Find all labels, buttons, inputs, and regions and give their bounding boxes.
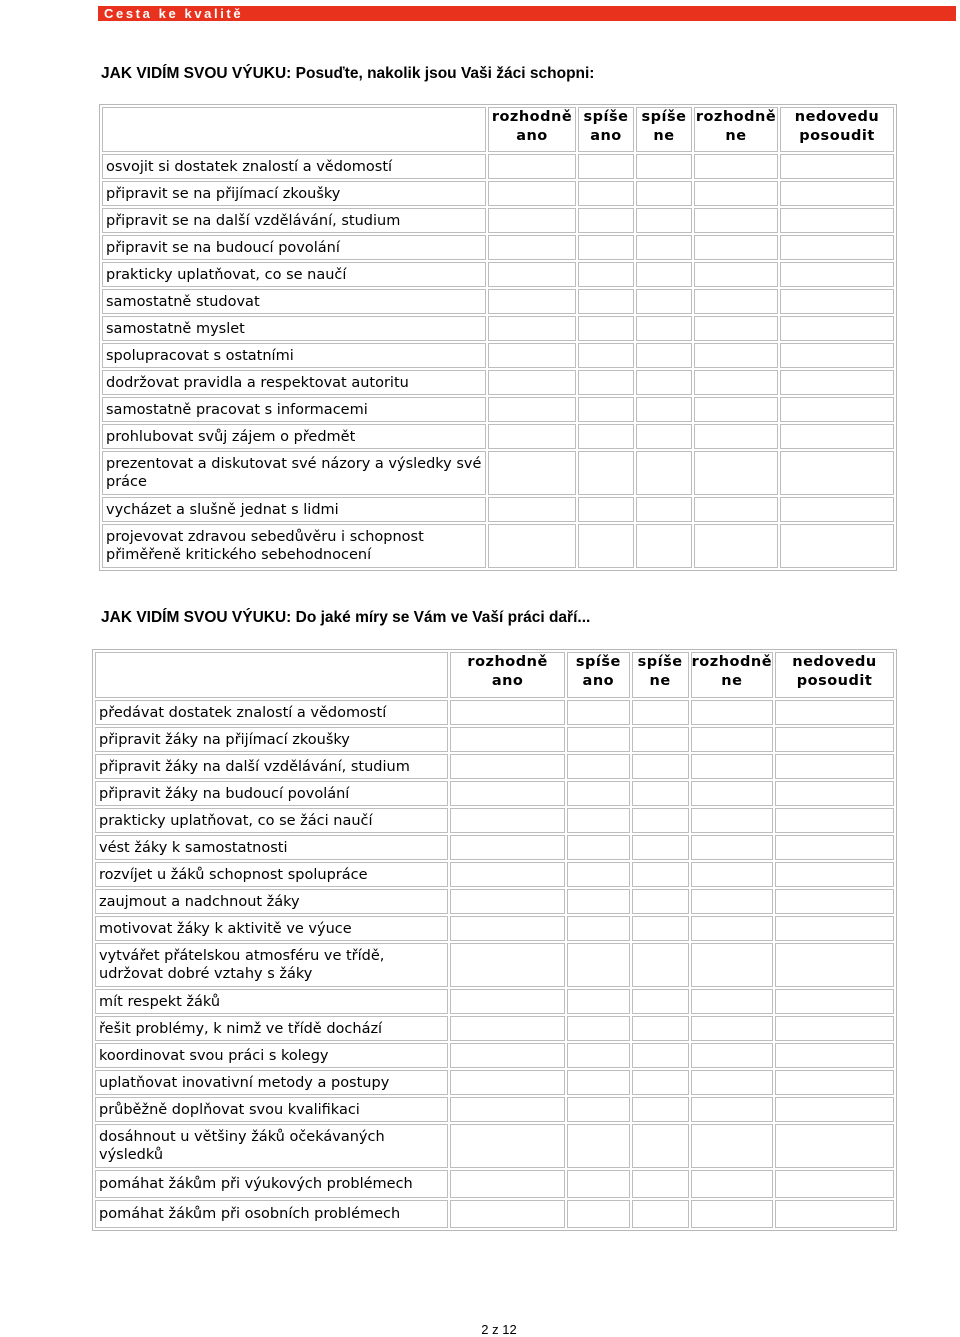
table-row <box>95 1200 894 1228</box>
answer-cell[interactable] <box>636 289 692 314</box>
answer-cell[interactable] <box>488 262 576 287</box>
answer-cell[interactable] <box>694 524 778 568</box>
answer-cell[interactable] <box>780 235 894 260</box>
answer-cell[interactable] <box>567 943 630 987</box>
answer-cell[interactable] <box>775 1016 894 1041</box>
answer-cell[interactable] <box>578 524 634 568</box>
answer-cell[interactable] <box>632 916 689 941</box>
answer-cell[interactable] <box>691 943 773 987</box>
column-header: nedovedu posoudit <box>780 107 894 152</box>
row-label: samostatně pracovat s informacemi <box>102 397 486 422</box>
answer-cell[interactable] <box>780 370 894 395</box>
answer-cell[interactable] <box>775 781 894 806</box>
answer-cell[interactable] <box>567 989 630 1014</box>
answer-cell[interactable] <box>488 497 576 522</box>
answer-cell[interactable] <box>775 754 894 779</box>
answer-cell[interactable] <box>567 808 630 833</box>
row-label: vést žáky k samostatnosti <box>95 835 448 860</box>
row-label: mít respekt žáků <box>95 989 448 1014</box>
answer-cell[interactable] <box>780 154 894 179</box>
page-number: 2 z 12 <box>481 1322 517 1337</box>
answer-cell[interactable] <box>632 781 689 806</box>
answer-cell[interactable] <box>694 235 778 260</box>
answer-cell[interactable] <box>578 289 634 314</box>
answer-cell[interactable] <box>775 1097 894 1122</box>
table-row <box>102 424 894 449</box>
header-empty-cell <box>102 107 486 152</box>
answer-cell[interactable] <box>578 316 634 341</box>
answer-cell[interactable] <box>567 889 630 914</box>
answer-cell[interactable] <box>694 262 778 287</box>
answer-cell[interactable] <box>632 1016 689 1041</box>
row-label: rozvíjet u žáků schopnost spolupráce <box>95 862 448 887</box>
answer-cell[interactable] <box>691 835 773 860</box>
answer-cell[interactable] <box>578 208 634 233</box>
answer-cell[interactable] <box>578 262 634 287</box>
answer-cell[interactable] <box>450 916 565 941</box>
answer-cell[interactable] <box>691 781 773 806</box>
answer-cell[interactable] <box>691 1170 773 1198</box>
answer-cell[interactable] <box>691 1097 773 1122</box>
table-row <box>102 370 894 395</box>
table-row <box>95 1043 894 1068</box>
answer-cell[interactable] <box>636 397 692 422</box>
answer-cell[interactable] <box>780 289 894 314</box>
table-row <box>95 727 894 752</box>
answer-cell[interactable] <box>450 1124 565 1168</box>
answer-cell[interactable] <box>691 916 773 941</box>
table-row <box>95 943 894 987</box>
table-row <box>102 181 894 206</box>
column-header: spíše ano <box>567 652 630 698</box>
answer-cell[interactable] <box>780 497 894 522</box>
table-row <box>95 1170 894 1198</box>
row-label: osvojit si dostatek znalostí a vědomostí <box>102 154 486 179</box>
answer-cell[interactable] <box>691 1043 773 1068</box>
survey-table-2 <box>92 649 897 1231</box>
answer-cell[interactable] <box>691 889 773 914</box>
answer-cell[interactable] <box>636 424 692 449</box>
answer-cell[interactable] <box>775 916 894 941</box>
answer-cell[interactable] <box>780 262 894 287</box>
answer-cell[interactable] <box>450 889 565 914</box>
answer-cell[interactable] <box>775 727 894 752</box>
table-row <box>102 262 894 287</box>
answer-cell[interactable] <box>775 835 894 860</box>
answer-cell[interactable] <box>450 835 565 860</box>
answer-cell[interactable] <box>578 154 634 179</box>
answer-cell[interactable] <box>694 497 778 522</box>
column-header: rozhodně ano <box>488 107 576 152</box>
answer-cell[interactable] <box>632 727 689 752</box>
answer-cell[interactable] <box>636 524 692 568</box>
answer-cell[interactable] <box>691 700 773 725</box>
table-row <box>102 208 894 233</box>
row-label: samostatně studovat <box>102 289 486 314</box>
row-label: uplatňovat inovativní metody a postupy <box>95 1070 448 1095</box>
row-label: prakticky uplatňovat, co se naučí <box>102 262 486 287</box>
answer-cell[interactable] <box>694 316 778 341</box>
answer-cell[interactable] <box>694 208 778 233</box>
answer-cell[interactable] <box>567 1043 630 1068</box>
table-row <box>95 1124 894 1168</box>
table-row <box>95 754 894 779</box>
answer-cell[interactable] <box>450 989 565 1014</box>
column-header: spíše ne <box>632 652 689 698</box>
answer-cell[interactable] <box>632 989 689 1014</box>
answer-cell[interactable] <box>567 1170 630 1198</box>
table-row <box>95 1016 894 1041</box>
answer-cell[interactable] <box>632 754 689 779</box>
answer-cell[interactable] <box>488 154 576 179</box>
row-label: koordinovat svou práci s kolegy <box>95 1043 448 1068</box>
answer-cell[interactable] <box>780 451 894 495</box>
answer-cell[interactable] <box>691 1070 773 1095</box>
answer-cell[interactable] <box>488 343 576 368</box>
answer-cell[interactable] <box>636 235 692 260</box>
header-bar <box>98 6 956 21</box>
answer-cell[interactable] <box>567 1124 630 1168</box>
column-header: rozhodně ano <box>450 652 565 698</box>
answer-cell[interactable] <box>567 700 630 725</box>
table-row <box>95 889 894 914</box>
row-label: připravit se na budoucí povolání <box>102 235 486 260</box>
row-label: pomáhat žákům při výukových problémech <box>95 1170 448 1198</box>
column-header: spíše ano <box>578 107 634 152</box>
table-row <box>95 781 894 806</box>
row-label: připravit žáky na přijímací zkoušky <box>95 727 448 752</box>
answer-cell[interactable] <box>632 862 689 887</box>
answer-cell[interactable] <box>488 397 576 422</box>
row-label: prezentovat a diskutovat své názory a výsledky své práce <box>102 451 486 495</box>
answer-cell[interactable] <box>694 181 778 206</box>
answer-cell[interactable] <box>632 1200 689 1228</box>
answer-cell[interactable] <box>567 1200 630 1228</box>
answer-cell[interactable] <box>488 181 576 206</box>
answer-cell[interactable] <box>775 943 894 987</box>
row-label: projevovat zdravou sebedůvěru i schopnost přiměřeně kritického sebehodnocení <box>102 524 486 568</box>
answer-cell[interactable] <box>775 1170 894 1198</box>
table-row <box>102 524 894 568</box>
answer-cell[interactable] <box>775 989 894 1014</box>
answer-cell[interactable] <box>567 727 630 752</box>
row-label: spolupracovat s ostatními <box>102 343 486 368</box>
answer-cell[interactable] <box>775 1043 894 1068</box>
answer-cell[interactable] <box>636 262 692 287</box>
answer-cell[interactable] <box>694 154 778 179</box>
answer-cell[interactable] <box>578 181 634 206</box>
answer-cell[interactable] <box>775 700 894 725</box>
answer-cell[interactable] <box>488 370 576 395</box>
answer-cell[interactable] <box>567 1070 630 1095</box>
table-row <box>95 700 894 725</box>
row-label: prohlubovat svůj zájem o předmět <box>102 424 486 449</box>
answer-cell[interactable] <box>632 1124 689 1168</box>
answer-cell[interactable] <box>691 727 773 752</box>
row-label: samostatně myslet <box>102 316 486 341</box>
column-header: rozhodně ne <box>691 652 773 698</box>
answer-cell[interactable] <box>488 289 576 314</box>
answer-cell[interactable] <box>488 424 576 449</box>
answer-cell[interactable] <box>567 916 630 941</box>
table-row <box>95 1097 894 1122</box>
table-row <box>95 989 894 1014</box>
answer-cell[interactable] <box>780 424 894 449</box>
row-label: motivovat žáky k aktivitě ve výuce <box>95 916 448 941</box>
answer-cell[interactable] <box>578 451 634 495</box>
row-label: průběžně doplňovat svou kvalifikaci <box>95 1097 448 1122</box>
answer-cell[interactable] <box>691 1124 773 1168</box>
answer-cell[interactable] <box>567 835 630 860</box>
answer-cell[interactable] <box>488 524 576 568</box>
answer-cell[interactable] <box>578 397 634 422</box>
answer-cell[interactable] <box>636 208 692 233</box>
answer-cell[interactable] <box>636 497 692 522</box>
answer-cell[interactable] <box>567 862 630 887</box>
answer-cell[interactable] <box>694 289 778 314</box>
answer-cell[interactable] <box>450 1170 565 1198</box>
answer-cell[interactable] <box>450 943 565 987</box>
answer-cell[interactable] <box>450 1070 565 1095</box>
answer-cell[interactable] <box>450 862 565 887</box>
answer-cell[interactable] <box>691 808 773 833</box>
answer-cell[interactable] <box>578 370 634 395</box>
answer-cell[interactable] <box>691 989 773 1014</box>
answer-cell[interactable] <box>691 754 773 779</box>
section1-title: JAK VIDÍM SVOU VÝUKU: Posuďte, nakolik jsou Vaši žáci schopni: <box>101 65 595 82</box>
table-row <box>95 862 894 887</box>
answer-cell[interactable] <box>775 1200 894 1228</box>
answer-cell[interactable] <box>636 451 692 495</box>
answer-cell[interactable] <box>632 1070 689 1095</box>
answer-cell[interactable] <box>488 316 576 341</box>
answer-cell[interactable] <box>691 1200 773 1228</box>
answer-cell[interactable] <box>632 835 689 860</box>
answer-cell[interactable] <box>636 370 692 395</box>
answer-cell[interactable] <box>450 1097 565 1122</box>
answer-cell[interactable] <box>488 235 576 260</box>
answer-cell[interactable] <box>450 1016 565 1041</box>
table-row <box>102 397 894 422</box>
answer-cell[interactable] <box>450 727 565 752</box>
answer-cell[interactable] <box>578 343 634 368</box>
answer-cell[interactable] <box>578 235 634 260</box>
answer-cell[interactable] <box>694 397 778 422</box>
answer-cell[interactable] <box>780 343 894 368</box>
row-label: dosáhnout u většiny žáků očekávaných výsledků <box>95 1124 448 1168</box>
answer-cell[interactable] <box>488 451 576 495</box>
table-row <box>102 235 894 260</box>
answer-cell[interactable] <box>780 181 894 206</box>
answer-cell[interactable] <box>450 754 565 779</box>
header-empty-cell <box>95 652 448 698</box>
answer-cell[interactable] <box>578 497 634 522</box>
answer-cell[interactable] <box>632 700 689 725</box>
answer-cell[interactable] <box>632 1170 689 1198</box>
row-label: připravit se na další vzdělávání, studium <box>102 208 486 233</box>
answer-cell[interactable] <box>775 1124 894 1168</box>
answer-cell[interactable] <box>691 862 773 887</box>
table-row <box>95 835 894 860</box>
answer-cell[interactable] <box>632 889 689 914</box>
answer-cell[interactable] <box>450 1043 565 1068</box>
table-row <box>95 1070 894 1095</box>
answer-cell[interactable] <box>488 208 576 233</box>
row-label: připravit se na přijímací zkoušky <box>102 181 486 206</box>
table-row <box>102 451 894 495</box>
row-label: prakticky uplatňovat, co se žáci naučí <box>95 808 448 833</box>
answer-cell[interactable] <box>632 943 689 987</box>
row-label: dodržovat pravidla a respektovat autoritu <box>102 370 486 395</box>
answer-cell[interactable] <box>450 1200 565 1228</box>
row-label: připravit žáky na další vzdělávání, studium <box>95 754 448 779</box>
answer-cell[interactable] <box>567 754 630 779</box>
answer-cell[interactable] <box>636 181 692 206</box>
answer-cell[interactable] <box>578 424 634 449</box>
answer-cell[interactable] <box>775 889 894 914</box>
row-label: připravit žáky na budoucí povolání <box>95 781 448 806</box>
answer-cell[interactable] <box>775 862 894 887</box>
answer-cell[interactable] <box>694 343 778 368</box>
table-row <box>102 154 894 179</box>
table-row <box>95 808 894 833</box>
column-header: rozhodně ne <box>694 107 778 152</box>
table-row <box>102 316 894 341</box>
row-label: řešit problémy, k nimž ve třídě dochází <box>95 1016 448 1041</box>
answer-cell[interactable] <box>567 1097 630 1122</box>
answer-cell[interactable] <box>636 316 692 341</box>
table-row <box>102 497 894 522</box>
row-label: vytvářet přátelskou atmosféru ve třídě, udržovat dobré vztahy s žáky <box>95 943 448 987</box>
header-title: Cesta ke kvalitě <box>104 6 244 21</box>
answer-cell[interactable] <box>780 524 894 568</box>
answer-cell[interactable] <box>691 1016 773 1041</box>
table-row <box>102 289 894 314</box>
answer-cell[interactable] <box>450 781 565 806</box>
answer-cell[interactable] <box>694 370 778 395</box>
answer-cell[interactable] <box>694 424 778 449</box>
answer-cell[interactable] <box>632 808 689 833</box>
answer-cell[interactable] <box>567 781 630 806</box>
answer-cell[interactable] <box>567 1016 630 1041</box>
table-row <box>95 916 894 941</box>
answer-cell[interactable] <box>694 451 778 495</box>
section2-title: JAK VIDÍM SVOU VÝUKU: Do jaké míry se Vám ve Vaší práci daří... <box>101 609 591 626</box>
answer-cell[interactable] <box>632 1097 689 1122</box>
table-row <box>102 343 894 368</box>
answer-cell[interactable] <box>780 397 894 422</box>
row-label: zaujmout a nadchnout žáky <box>95 889 448 914</box>
answer-cell[interactable] <box>450 808 565 833</box>
row-label: vycházet a slušně jednat s lidmi <box>102 497 486 522</box>
row-label: předávat dostatek znalostí a vědomostí <box>95 700 448 725</box>
answer-cell[interactable] <box>775 808 894 833</box>
answer-cell[interactable] <box>636 343 692 368</box>
survey-table-1 <box>99 104 897 571</box>
column-header: nedovedu posoudit <box>775 652 894 698</box>
answer-cell[interactable] <box>636 154 692 179</box>
column-header: spíše ne <box>636 107 692 152</box>
answer-cell[interactable] <box>780 208 894 233</box>
row-label: pomáhat žákům při osobních problémech <box>95 1200 448 1228</box>
answer-cell[interactable] <box>780 316 894 341</box>
answer-cell[interactable] <box>775 1070 894 1095</box>
answer-cell[interactable] <box>450 700 565 725</box>
answer-cell[interactable] <box>632 1043 689 1068</box>
